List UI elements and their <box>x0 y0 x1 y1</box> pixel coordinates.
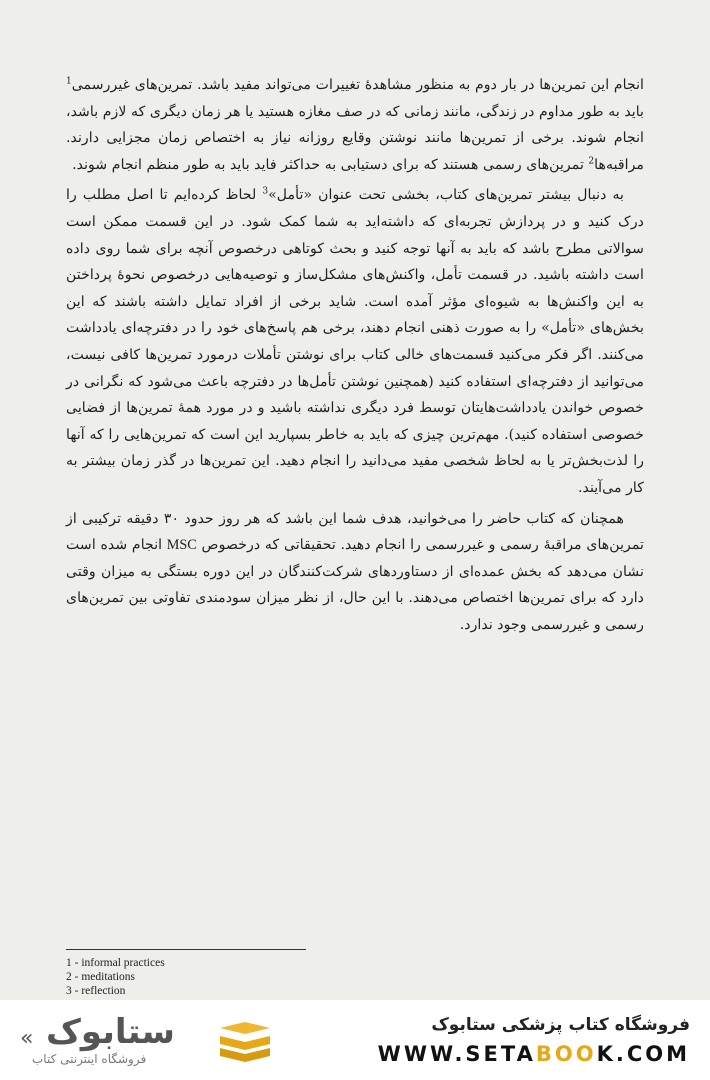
footnote-divider <box>66 949 306 950</box>
footnote-ref-3: 3 <box>262 186 269 197</box>
double-chevron-icon: « <box>20 1026 34 1051</box>
setabook-logo[interactable] <box>20 1012 270 1072</box>
footnote-ref-2: 2 <box>588 156 595 167</box>
msc-term: MSC <box>166 537 197 554</box>
footnote-2: 2 - meditations <box>66 971 135 983</box>
store-banner <box>0 1000 710 1080</box>
paragraph-reflection: به دنبال بیشتر تمرین‌های کتاب، بخشی تحت عنوان «تأمل»$^3$ لحاظ کرده‌ایم تا اصل مطلب را درک کنید و در پردازش تجربه‌ای که داشته‌اید به شما کمک شود. در این قسمت ممکن است سوالاتی مطرح باشد که باید به آنها توجه کنید و بحث کوتاهی درخصوص آنچه برای شما روی داده است داشته باشید. در قسمت تأمل، واکنش‌های مشکل‌ساز و توصیه‌هایی درخصوص نحوهٔ پرداختن به این واکنش‌ها به شیوه‌ای مؤثر آمده است. شاید برخی از افراد تمایل داشته باشند که این بخش‌های «تأمل» را به صورت ذهنی انجام دهند، برخی هم پاسخ‌های خود را در دفترچه‌ای یادداشت می‌کنند. اگر فکر می‌کنید قسمت‌های خالی کتاب برای نوشتن تأملات درمورد تمرین‌ها کافی نیست، می‌توانید از دفترچه‌ای استفاده کنید (همچنین نوشتن تأمل‌ها در دفترچه باعث می‌شود که نگرانی در خصوص خواندن یادداشت‌هایتان توسط فرد دیگری نداشته باشید و در مورد همهٔ تمرین‌ها از فضایی خصوصی استفاده کنید). مهم‌ترین چیزی که باید به خاطر بسپارید این است که تمرین‌هایی را که آنها را لذت‌بخش‌تر یا به لحاظ شخصی مفید می‌دانید را انجام دهید. این تمرین‌ها در گذر زمان بیشتر به کار می‌آیند. <box>66 186 644 496</box>
footnote-3: 3 - reflection <box>66 985 126 997</box>
paragraph-daily-practice: همچنان که کتاب حاضر را می‌خوانید، هدف شما این باشد که هر روز حدود ۳۰ دقیقه ترکیبی از تمرین‌های مراقبهٔ رسمی و غیررسمی را انجام دهید. تحقیقاتی که درخصوص MSC انجام شده است نشان می‌دهد که بخش عمده‌ای از دستاوردهای شرکت‌کنندگان در این دوره بستگی به میزان وقتی دارد که برای تمرین‌ها اختصاص می‌دهند. با این حال، از نظر میزان سودمندی تفاوتی بین تمرین‌های رسمی و غیررسمی وجود ندارد. <box>66 510 644 633</box>
body-text <box>66 72 644 642</box>
logo-tagline: فروشگاه اینترنتی کتاب <box>32 1052 147 1066</box>
store-url[interactable]: WWW.SETABOOK.COM <box>377 1042 690 1066</box>
footnote-1: 1 - informal practices <box>66 957 165 969</box>
book-stack-icon <box>220 1022 270 1068</box>
footnote-ref-1: 1 <box>66 76 72 87</box>
footnotes <box>66 956 326 998</box>
logo-word: ستابوک <box>46 1012 175 1052</box>
paragraph-informal-practices: انجام این تمرین‌ها در بار دوم به منظور مشاهدهٔ تغییرات می‌تواند مفید باشد. تمرین‌های غیررسمی$^1$ باید به طور مداوم در زندگی، مانند زمانی که در صف مغازه هستید یا هر زمان دیگری که لازم باشد، انجام شوند. برخی از تمرین‌ها مانند نوشتن وقایع روزانه نیاز به اختصاص زمان مجزایی دارند. مراقبه‌ها$^2$ تمرین‌های رسمی هستند که برای دستیابی به حداکثر فاید باید به طور منظم انجام شوند. <box>66 76 644 173</box>
store-name: فروشگاه کتاب پزشکی ستابوک <box>431 1015 690 1035</box>
